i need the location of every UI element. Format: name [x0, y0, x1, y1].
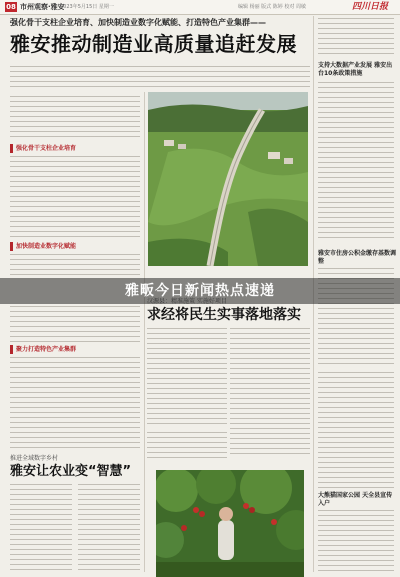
subhead-marker	[10, 345, 13, 354]
subhead-1: 强化骨干支柱企业培育	[16, 145, 77, 152]
section-title: 市州观察·雅安	[20, 3, 65, 11]
article-text	[10, 156, 140, 238]
brief-text	[318, 82, 394, 242]
subhead-marker	[10, 144, 13, 153]
intro-text	[10, 66, 310, 90]
box-kicker: 推进全域数字乡村	[10, 455, 59, 462]
subhead-3: 聚力打造特色产业集群	[16, 346, 77, 353]
subhead-2: 加快制造业数字化赋能	[16, 243, 77, 250]
lead-headline: 雅安推动制造业高质量追赶发展	[10, 32, 297, 56]
middle-text	[147, 328, 227, 428]
brief-headline-1: 支持大数据产业发展 雅安出台10条政策措施	[318, 62, 393, 77]
box-text	[78, 484, 140, 572]
highway-photo	[148, 92, 308, 266]
newspaper-logo: 四川日报	[352, 2, 389, 12]
highway-illustration	[148, 92, 308, 266]
brief-text	[318, 510, 394, 572]
banner-title: 雅畈今日新闻热点速递	[125, 283, 275, 299]
page-number: 08	[6, 3, 16, 11]
article-text	[10, 306, 140, 342]
middle-text	[147, 432, 227, 462]
article-text	[10, 254, 140, 276]
middle-headline: 求经将民生实事落地落实	[147, 307, 301, 323]
box-text	[10, 484, 72, 572]
subhead-marker	[10, 242, 13, 251]
article-text	[10, 96, 140, 140]
lead-kicker: 强化骨干支柱企业培育、加快制造业数字化赋能、打造特色产业集群——	[10, 18, 266, 27]
middle-text	[230, 328, 310, 458]
brief-text	[318, 18, 394, 56]
editor-credits: 编辑 杨丽 版式 陈婷 校对 周敏	[238, 4, 306, 10]
column-divider	[144, 92, 145, 572]
article-text	[10, 357, 140, 449]
farm-illustration	[156, 470, 304, 577]
box-headline: 雅安让农业变“智慧”	[10, 464, 132, 479]
issue-date: 2023年5月15日 星期一	[60, 4, 114, 10]
brief-headline-2: 雅安市住房公积金缴存基数调整	[318, 250, 397, 265]
farm-photo	[156, 470, 304, 577]
brief-text	[318, 372, 394, 488]
brief-headline-3: 大熊猫国家公园 天全县宣传入户	[318, 492, 393, 507]
page-header	[0, 0, 400, 15]
